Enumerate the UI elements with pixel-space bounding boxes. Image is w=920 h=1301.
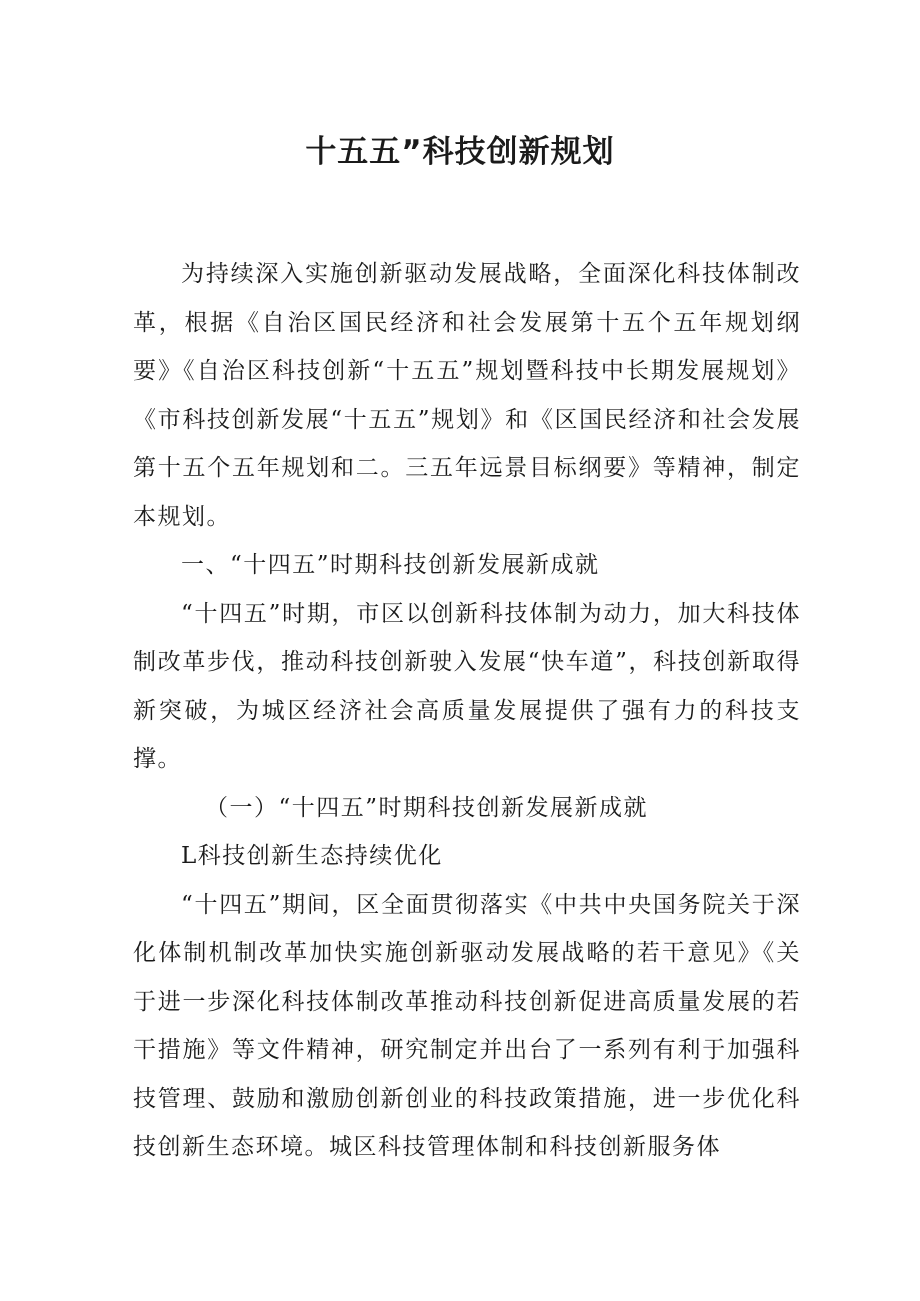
subsection-heading-1: （一）“十四五”时期科技创新发展新成就 [205,794,649,821]
document-title: 十五五”科技创新规划 [305,134,615,170]
document-body [133,250,801,1172]
section-heading-1: 一、“十四五”时期科技创新发展新成就 [181,552,600,578]
item-1-paragraph: “十四五”期间，区全面贯彻落实《中共中央国务院关于深化体制机制改革加快实施创新驱动发展战略的若干意见》《关于进一步深化科技体制改革推动科技创新促进高质量发展的若干措施》等文件精神，研究制定并出台了一系列有利于加强科技管理、鼓励和激励创新创业的科技政策措施，进一步优化科技创新生态环境。城区科技管理体制和科技创新服务体 [133,891,801,1160]
intro-paragraph: 为持续深入实施创新驱动发展战略，全面深化科技体制改革，根据《自治区国民经济和社会发展第十五个五年规划纲要》《自治区科技创新“十五五”规划暨科技中长期发展规划》《市科技创新发展“十五五”规划》和《区国民经济和社会发展第十五个五年规划和二。三五年远景目标纲要》等精神，制定本规划。 [133,261,801,530]
item-heading-1: L科技创新生态持续优化 [181,843,443,869]
section-1-paragraph: “十四五”时期，市区以创新科技体制为动力，加大科技体制改革步伐，推动科技创新驶入发展“快车道”，科技创新取得新突破，为城区经济社会高质量发展提供了强有力的科技支撑。 [133,600,801,772]
